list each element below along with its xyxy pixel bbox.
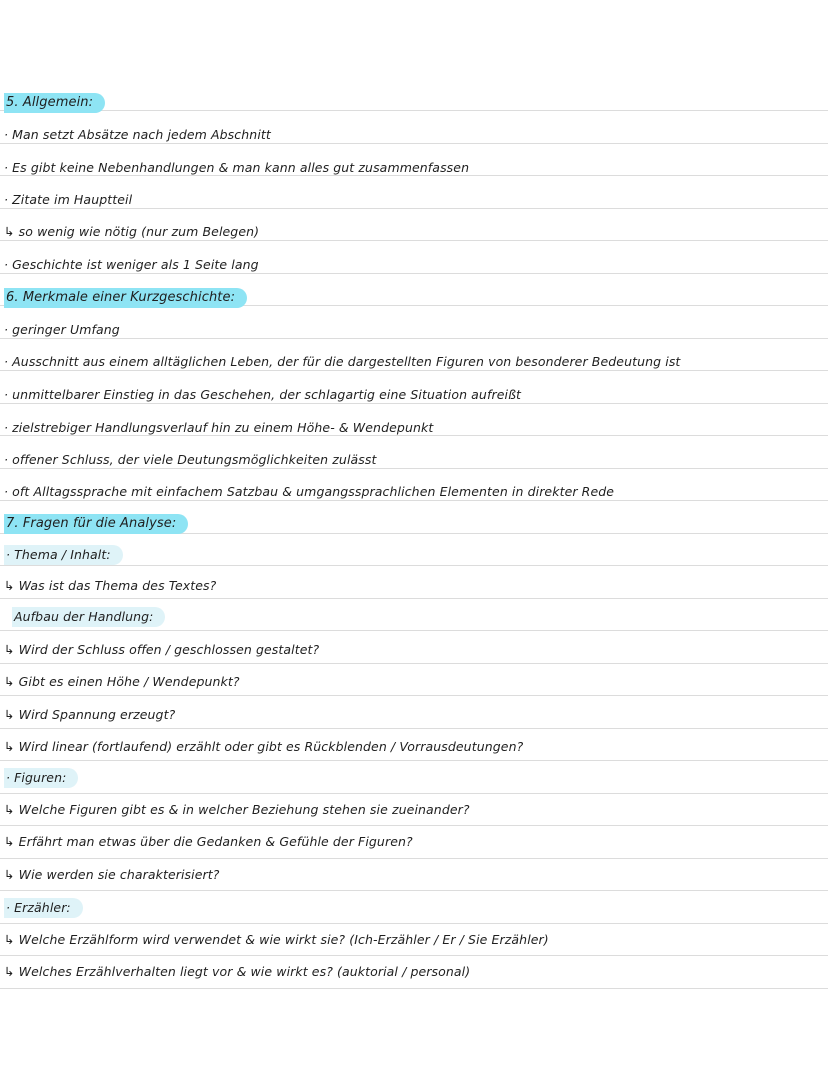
heading-fragen — [4, 514, 188, 534]
note-line: · unmittelbarer Einstieg in das Geschehen, der schlagartig eine Situation aufreißt — [4, 387, 522, 402]
note-line: · Es gibt keine Nebenhandlungen & man kann alles gut zusammenfassen — [4, 160, 470, 175]
subheading-erzaehler — [4, 898, 83, 918]
ruled-line — [0, 208, 828, 209]
ruled-line — [0, 110, 828, 111]
ruled-line — [0, 955, 828, 956]
ruled-line — [0, 760, 828, 761]
subheading-highlight: · Erzähler: — [4, 898, 83, 918]
ruled-line — [0, 565, 828, 566]
ruled-line — [0, 468, 828, 469]
subheading-aufbau — [12, 607, 165, 627]
ruled-line — [0, 695, 828, 696]
ruled-line — [0, 988, 828, 989]
ruled-line — [0, 825, 828, 826]
heading-highlight: 6. Merkmale einer Kurzgeschichte: — [4, 288, 247, 308]
ruled-line — [0, 923, 828, 924]
note-line: ↳ Welche Erzählform wird verwendet & wie wirkt sie? (Ich-Erzähler / Er / Sie Erzähler) — [4, 932, 549, 947]
ruled-line — [0, 273, 828, 274]
note-line: · offener Schluss, der viele Deutungsmöglichkeiten zulässt — [4, 452, 377, 467]
note-line: · Man setzt Absätze nach jedem Abschnitt — [4, 127, 271, 142]
note-line: ↳ Wird Spannung erzeugt? — [4, 707, 176, 722]
ruled-line — [0, 728, 828, 729]
note-line: ↳ Welche Figuren gibt es & in welcher Beziehung stehen sie zueinander? — [4, 802, 470, 817]
ruled-line — [0, 598, 828, 599]
note-line: ↳ Gibt es einen Höhe / Wendepunkt? — [4, 674, 240, 689]
ruled-line — [0, 338, 828, 339]
note-line: · zielstrebiger Handlungsverlauf hin zu einem Höhe- & Wendepunkt — [4, 420, 434, 435]
note-line: ↳ Wie werden sie charakterisiert? — [4, 867, 220, 882]
note-line: · Geschichte ist weniger als 1 Seite lang — [4, 257, 259, 272]
note-line: ↳ Was ist das Thema des Textes? — [4, 578, 217, 593]
note-line: ↳ Wird linear (fortlaufend) erzählt oder gibt es Rückblenden / Vorrausdeutungen? — [4, 739, 524, 754]
note-line: · Zitate im Hauptteil — [4, 192, 133, 207]
subheading-highlight: · Thema / Inhalt: — [4, 545, 123, 565]
note-line: ↳ Wird der Schluss offen / geschlossen gestaltet? — [4, 642, 320, 657]
subheading-thema — [4, 545, 123, 565]
note-line: · geringer Umfang — [4, 322, 120, 337]
heading-highlight: 5. Allgemein: — [4, 93, 105, 113]
ruled-line — [0, 793, 828, 794]
subheading-highlight: Aufbau der Handlung: — [12, 607, 165, 627]
ruled-line — [0, 240, 828, 241]
note-line: · oft Alltagssprache mit einfachem Satzbau & umgangssprachlichen Elementen in direkter Rede — [4, 484, 615, 499]
ruled-line — [0, 663, 828, 664]
note-line: · Ausschnitt aus einem alltäglichen Leben, der für die dargestellten Figuren von besonderer Bedeutung ist — [4, 354, 681, 369]
heading-highlight: 7. Fragen für die Analyse: — [4, 514, 188, 534]
ruled-line — [0, 858, 828, 859]
ruled-line — [0, 143, 828, 144]
ruled-line — [0, 403, 828, 404]
subheading-highlight: · Figuren: — [4, 768, 78, 788]
ruled-line — [0, 370, 828, 371]
ruled-line — [0, 890, 828, 891]
note-line: ↳ Erfährt man etwas über die Gedanken & Gefühle der Figuren? — [4, 834, 413, 849]
subheading-figuren — [4, 768, 78, 788]
note-line: ↳ Welches Erzählverhalten liegt vor & wie wirkt es? (auktorial / personal) — [4, 964, 471, 979]
note-line: ↳ so wenig wie nötig (nur zum Belegen) — [4, 224, 260, 239]
ruled-line — [0, 630, 828, 631]
heading-allgemein — [4, 93, 105, 113]
ruled-line — [0, 500, 828, 501]
heading-merkmale — [4, 288, 247, 308]
